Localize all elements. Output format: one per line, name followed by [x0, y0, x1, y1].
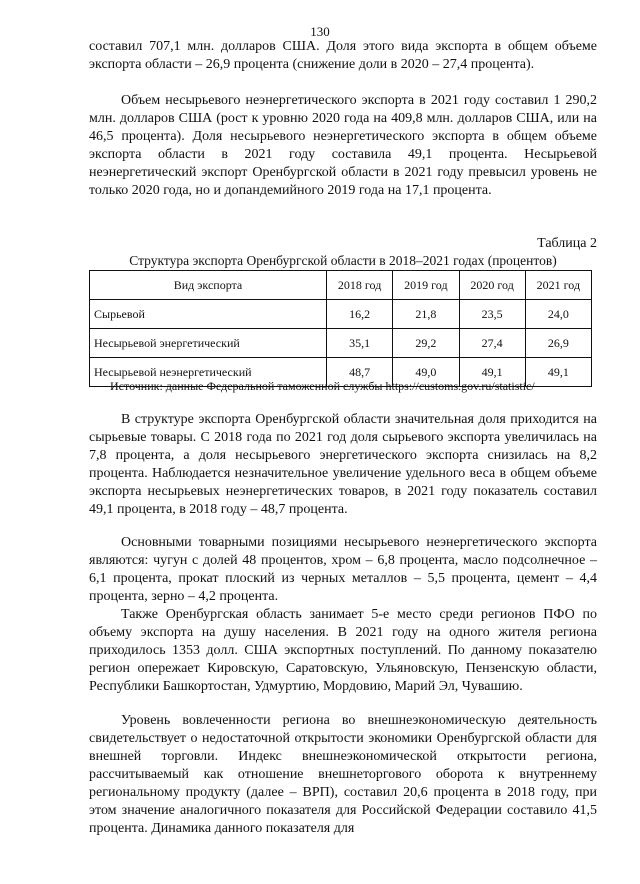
- row-label-raw: Сырьевой: [90, 300, 327, 329]
- table-row: [90, 329, 592, 358]
- cell-value: 26,9: [525, 329, 591, 358]
- header-2018: 2018 год: [327, 271, 393, 300]
- intro-paragraph: составил 707,1 млн. долларов США. Доля этого вида экспорта в общем объеме экспорта области – 26,9 процента (снижение доли в 2020 – 27,4 процента).: [89, 39, 597, 72]
- cell-value: 48,7: [327, 358, 393, 387]
- paragraph-structure: В структуре экспорта Оренбургской области значительная доля приходится на сырьевые товары. С 2018 года по 2021 год доля сырьевого экспорта увеличилась на 7,8 процента, а доля несырьевого энергетического экспорта снизилась на 8,2 процента. Наблюдается незначительное увеличение удельного веса в общем объеме экспорта несырьевых неэнергетических товаров, в 2021 году показатель составил 49,1 процента, в 2018 году – 48,7 процента.: [89, 412, 597, 517]
- cell-value: 29,2: [393, 329, 459, 358]
- paragraph-positions: Основными товарными позициями несырьевого неэнергетического экспорта являются: чугун с долей 48 процентов, хром – 6,8 процента, масло подсолнечное – 6,1 процента, прокат плоский из черных металлов – 5,5 процента, цемент – 4,4 процента, зерно – 4,2 процента.: [89, 535, 597, 604]
- header-2020: 2020 год: [459, 271, 525, 300]
- table-header-row: [90, 271, 592, 300]
- cell-value: 27,4: [459, 329, 525, 358]
- cell-value: 16,2: [327, 300, 393, 329]
- row-label-energy: Несырьевой энергетический: [90, 329, 327, 358]
- header-2019: 2019 год: [393, 271, 459, 300]
- paragraph-rank: Также Оренбургская область занимает 5-е место среди регионов ПФО по объему экспорта на душу населения. В 2021 году на одного жителя региона приходилось 1353 долл. США экспортных поступлений. По данному показателю регион опережает Кировскую, Саратовскую, Ульяновскую, Пензенскую области, Республики Башкортостан, Удмуртию, Мордовию, Марий Эл, Чувашию.: [89, 607, 597, 694]
- cell-value: 24,0: [525, 300, 591, 329]
- table-row: [90, 300, 592, 329]
- cell-value: 49,1: [525, 358, 591, 387]
- table-number: Таблица 2: [537, 236, 597, 251]
- table-source: Источник: данные Федеральной таможенной службы https://customs.gov.ru/statistic/: [110, 379, 535, 393]
- cell-value: 49,0: [393, 358, 459, 387]
- paragraph-openness: Уровень вовлеченности региона во внешнеэкономическую деятельность свидетельствует о недостаточной открытости экономики Оренбургской области для внешней торговли. Индекс внешнеэкономической открытости региона, рассчитываемый как отношение внешнеторгового оборота к внутреннему региональному продукту (далее – ВРП), составил 20,6 процента в 2018 году, при этом значение аналогичного показателя для Российской Федерации составило 41,5 процента. Динамика данного показателя для: [89, 713, 597, 836]
- cell-value: 35,1: [327, 329, 393, 358]
- cell-value: 49,1: [459, 358, 525, 387]
- table-title: Структура экспорта Оренбургской области в 2018–2021 годах (процентов): [129, 253, 557, 268]
- export-structure-table: [89, 270, 592, 387]
- header-2021: 2021 год: [525, 271, 591, 300]
- row-label-nonenergy: Несырьевой неэнергетический: [90, 358, 327, 387]
- header-export-type: Вид экспорта: [90, 271, 327, 300]
- page-number: 130: [310, 24, 330, 39]
- cell-value: 21,8: [393, 300, 459, 329]
- paragraph-nonenergy-export: Объем несырьевого неэнергетического экспорта в 2021 году составил 1 290,2 млн. долларов США (рост к уровню 2020 года на 409,8 млн. долларов США, или на 46,5 процента). Доля несырьевого неэнергетического экспорта в общем объеме экспорта области в 2021 году составила 49,1 процента. Несырьевой неэнергетический экспорт Оренбургской области в 2021 году превысил уровень не только 2020 года, но и допандемийного 2019 года на 17,1 процента.: [89, 93, 597, 198]
- cell-value: 23,5: [459, 300, 525, 329]
